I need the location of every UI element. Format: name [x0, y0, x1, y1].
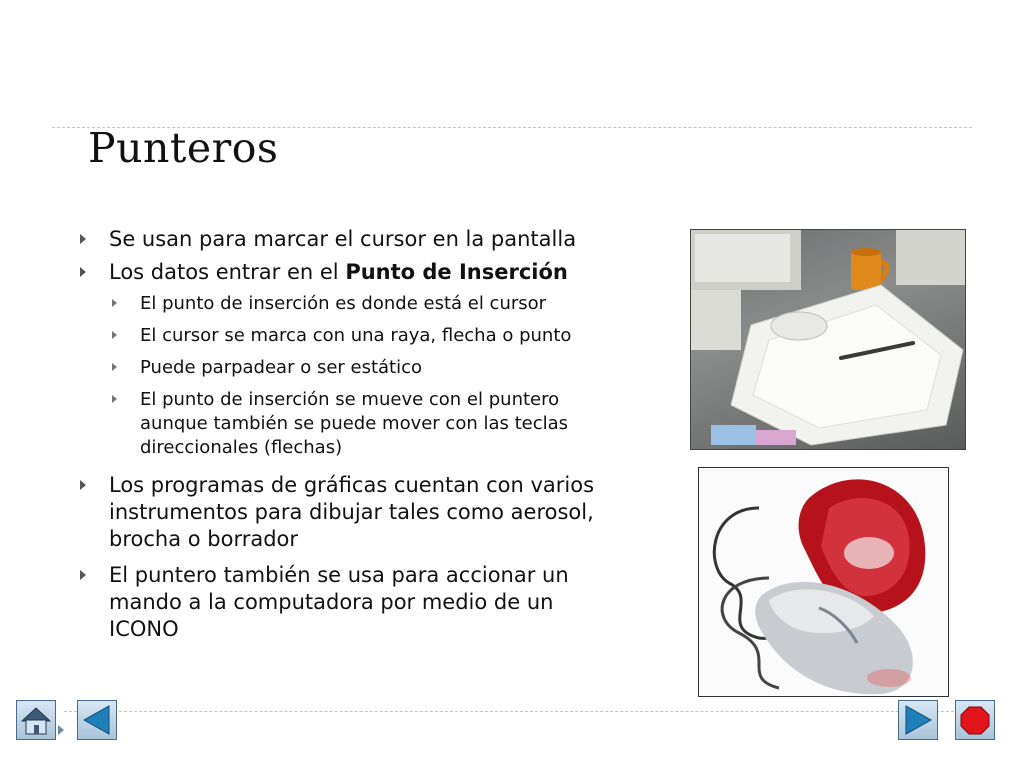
sub-bullet-arrow-icon: [112, 299, 117, 307]
bullet-arrow-icon: [80, 234, 86, 244]
sub-bullet-item: [80, 356, 660, 380]
sub-bullet-text: Puede parpadear o ser estático: [140, 357, 423, 378]
slide-title: Punteros: [88, 124, 279, 172]
bullet-arrow-icon: [80, 267, 86, 277]
next-arrow-icon: [899, 701, 937, 739]
bullet-arrow-icon: [80, 570, 86, 580]
bullet-text: El puntero también se usa para accionar un mando a la computadora por medio de un ICONO: [109, 563, 569, 641]
bullet-text: Los programas de gráficas cuentan con varios instrumentos para dibujar tales como aerosol, brocha o borrador: [109, 473, 595, 551]
sub-bullet-arrow-icon: [112, 363, 117, 371]
bullet-list: [80, 226, 660, 651]
mouse-photo: [698, 467, 949, 697]
sub-bullet-item: [80, 324, 660, 348]
bullet-item: [80, 259, 660, 286]
bullet-bold-text: Punto de Inserción: [345, 260, 568, 284]
sub-bullet-text: El punto de inserción se mueve con el puntero aunque también se puede mover con las teclas direccionales (flechas): [140, 389, 569, 458]
tablet-photo: [690, 229, 966, 450]
graphics-tablet-image: [691, 230, 965, 449]
sub-bullet-arrow-icon: [112, 395, 117, 403]
page-marker-icon: [58, 725, 64, 735]
stop-button[interactable]: [955, 700, 995, 740]
back-button[interactable]: [77, 700, 117, 740]
sub-bullet-text: El punto de inserción es donde está el cursor: [140, 293, 547, 314]
home-icon: [17, 701, 55, 739]
stop-icon: [956, 701, 994, 739]
sub-bullet-text: El cursor se marca con una raya, flecha o punto: [140, 325, 572, 346]
sub-bullet-arrow-icon: [112, 331, 117, 339]
bottom-divider: [64, 711, 954, 712]
home-button[interactable]: [16, 700, 56, 740]
sub-bullet-item: [80, 388, 660, 460]
bullet-item: [80, 226, 660, 253]
back-arrow-icon: [78, 701, 116, 739]
bullet-text: Se usan para marcar el cursor en la pantalla: [109, 227, 577, 251]
optical-mouse-image: [699, 468, 948, 696]
sub-bullet-item: [80, 292, 660, 316]
next-button[interactable]: [898, 700, 938, 740]
bullet-arrow-icon: [80, 480, 86, 490]
bullet-item: [80, 562, 660, 643]
bullet-text: Los datos entrar en el: [109, 260, 346, 284]
bullet-item: [80, 472, 660, 553]
